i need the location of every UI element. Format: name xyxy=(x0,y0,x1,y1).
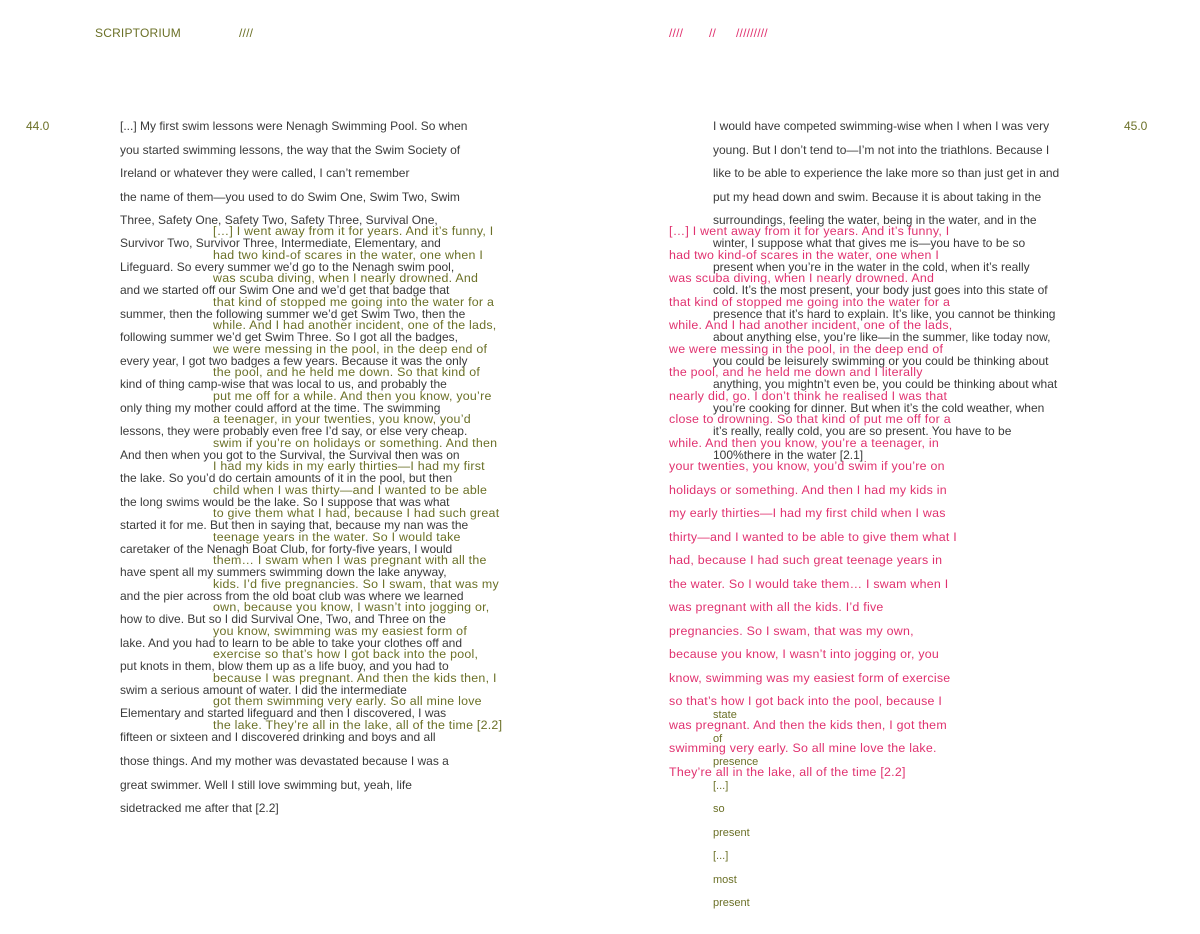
overlay-quote-line: them… I swam when I was pregnant with all the xyxy=(213,553,487,567)
page-number-right: 45.0 xyxy=(1124,119,1148,133)
body-text-line: And then when you got to the Survival, the Survival then was on xyxy=(120,447,460,462)
overlay-quote-line: because I was pregnant. And then the kids then, I xyxy=(213,670,497,685)
overlay-quote-line: I had my kids in my early thirties—I had my first xyxy=(213,459,485,473)
body-text-line: how to dive. But so I did Survival One, Two, and Three on the xyxy=(120,612,446,626)
body-text-line: surroundings, feeling the water, being in the water, and in the xyxy=(713,213,1037,227)
left-body-text-top xyxy=(120,115,467,233)
body-text-line: only thing my mother could afford at the time. The swimming xyxy=(120,400,441,415)
body-text-line: Three, Safety One, Safety Two, Safety Three, Survival One, xyxy=(120,213,438,227)
overlay-quote-line: had two kind-of scares in the water, one when I xyxy=(669,247,940,262)
body-text-line: [...] My first swim lessons were Nenagh Swimming Pool. So when xyxy=(120,119,468,133)
body-text-line: you could be leisurely swimming or you could be thinking about xyxy=(713,353,1049,368)
body-text-line: winter, I suppose what that gives me is—you have to be so xyxy=(713,236,1026,250)
body-text-line: kind of thing camp-wise that was local to us, and probably the xyxy=(120,377,447,391)
body-text-line: Survivor Two, Survivor Three, Intermediate, Elementary, and xyxy=(120,236,441,250)
overlay-quote-line: was pregnant. And then the kids then, I got them xyxy=(669,717,947,732)
word-stack-item: [...] xyxy=(713,779,729,792)
overlay-quote-line: you know, swimming was my easiest form of xyxy=(213,623,468,638)
body-text-line: great swimmer. Well I still love swimming but, yeah, life xyxy=(120,777,412,792)
overlay-quote-line: swimming very early. So all mine love the lake. xyxy=(669,741,937,755)
body-text-line: cold. It’s the most present, your body just goes into this state of xyxy=(713,283,1048,297)
word-stack-item: present xyxy=(713,897,750,909)
overlay-quote-line: nearly did, go. I don’t think he realised I was that xyxy=(669,388,948,403)
body-text-line: it’s really, really cold, you are so present. You have to be xyxy=(713,424,1012,438)
overlay-quote-line: own, because you know, I wasn’t into jogging or, xyxy=(213,600,490,614)
body-text-line: and the pier across from the old boat club was where we learned xyxy=(120,588,464,603)
overlay-quote-line: thirty—and I wanted to be able to give them what I xyxy=(669,529,958,544)
overlay-quote-line: had two kind-of scares in the water, one when I xyxy=(213,247,484,262)
body-text-line: started it for me. But then in saying that, because my nan was the xyxy=(120,518,469,532)
word-stack-item: most xyxy=(713,873,737,886)
word-stack-item: of xyxy=(713,732,723,745)
page-number-left: 44.0 xyxy=(26,119,50,133)
body-text-line: every year, I got two badges a few years. Because it was the only xyxy=(120,353,468,368)
overlay-quote-line: while. And I had another incident, one of the lads, xyxy=(213,318,497,332)
header-slash-mark: ///////// xyxy=(736,26,768,40)
overlay-quote-line: was scuba diving, when I nearly drowned. And xyxy=(669,271,935,285)
word-stack-item: so xyxy=(713,803,725,815)
overlay-quote-line: we were messing in the pool, in the deep end of xyxy=(669,341,944,356)
body-text-line: anything, you mightn’t even be, you could be thinking about what xyxy=(713,377,1058,391)
overlay-quote-line: was pregnant with all the kids. I’d five xyxy=(669,600,884,614)
overlay-quote-line: put me off for a while. And then you know, you’re xyxy=(213,388,492,403)
right-body-text-top xyxy=(713,115,1059,233)
overlay-quote-line: we were messing in the pool, in the deep end of xyxy=(213,341,488,356)
left-overlay-quote xyxy=(213,220,502,737)
word-stack-item: [...] xyxy=(713,850,729,862)
overlay-quote-line: holidays or something. And then I had my kids in xyxy=(669,482,947,497)
overlay-quote-line: know, swimming was my easiest form of exercise xyxy=(669,670,951,685)
body-text-line: lessons, they were probably even free I’d say, or else very cheap. xyxy=(120,424,468,438)
overlay-quote-line: the pool, and he held me down and I literally xyxy=(669,365,923,379)
overlay-quote-line: child when I was thirty—and I wanted to be able xyxy=(213,482,488,497)
body-text-line: put my head down and swim. Because it is about taking in the xyxy=(713,189,1042,204)
body-text-line: Lifeguard. So every summer we’d go to the Nenagh swim pool, xyxy=(120,259,455,274)
body-text-line: the long swims would be the lake. So I suppose that was what xyxy=(120,494,450,509)
body-text-line: present when you’re in the water in the cold, when it’s really xyxy=(713,259,1030,274)
overlay-quote-line: […] I went away from it for years. And it’s funny, I xyxy=(213,224,494,238)
body-text-line: Elementary and started lifeguard and then I discovered, I was xyxy=(120,706,447,720)
overlay-quote-line: a teenager, in your twenties, you know, you’d xyxy=(213,412,471,426)
overlay-quote-line: the water. So I would take them… I swam when I xyxy=(669,576,949,591)
body-text-line: have spent all my summers swimming down the lake anyway, xyxy=(120,565,447,579)
body-text-line: swim a serious amount of water. I did the intermediate xyxy=(120,682,407,697)
overlay-quote-line: close to drowning. So that kind of put me off for a xyxy=(669,412,951,426)
overlay-quote-line: kids. I’d five pregnancies. So I swam, that was my xyxy=(213,576,499,591)
overlay-quote-line: swim if you’re on holidays or something. And then xyxy=(213,435,498,450)
body-text-line: you started swimming lessons, the way that the Swim Society of xyxy=(120,142,461,157)
body-text-line: I would have competed swimming-wise when I when I was very xyxy=(713,119,1050,133)
overlay-quote-line: your twenties, you know, you’d swim if you’re on xyxy=(669,459,945,473)
overlay-quote-line: exercise so that’s how I got back into the pool, xyxy=(213,647,479,661)
overlay-quote-line: that kind of stopped me going into the water for a xyxy=(213,294,495,309)
body-text-line: the name of them—you used to do Swim One, Swim Two, Swim xyxy=(120,189,460,204)
body-text-line: those things. And my mother was devastated because I was a xyxy=(120,754,449,768)
overlay-quote-line: to give them what I had, because I had such great xyxy=(213,506,500,520)
overlay-quote-line: my early thirties—I had my first child when I was xyxy=(669,506,946,520)
overlay-quote-line: the lake. They’re all in the lake, all of the time [2.2] xyxy=(213,717,503,732)
body-text-line: following summer we’d get Swim Three. So I got all the badges, xyxy=(120,330,458,344)
body-text-line: like to be able to experience the lake more so than just get in and xyxy=(713,166,1060,180)
overlay-quote-line: that kind of stopped me going into the water for a xyxy=(669,294,951,309)
header-slash-mark: // xyxy=(709,26,717,40)
header-slash-mark: //// xyxy=(239,26,254,40)
body-text-line: fifteen or sixteen and I discovered drinking and boys and all xyxy=(120,729,436,744)
word-stack-item: presence xyxy=(713,756,759,768)
overlay-quote-line: the pool, and he held me down. So that kind of xyxy=(213,365,481,379)
publication-title: SCRIPTORIUM xyxy=(95,26,181,40)
body-text-line: put knots in them, blow them up as a life buoy, and you had to xyxy=(120,659,449,673)
body-text-line: summer, then the following summer we’d get Swim Two, then the xyxy=(120,306,466,321)
body-text-line: sidetracked me after that [2.2] xyxy=(120,801,279,815)
overlay-quote-line: while. And then you know, you’re a teenager, in xyxy=(669,435,940,450)
body-text-line: young. But I don’t tend to—I’m not into the triathlons. Because I xyxy=(713,142,1050,157)
overlay-quote-line: while. And I had another incident, one of the lads, xyxy=(669,318,953,332)
overlay-quote-line: had, because I had such great teenage years in xyxy=(669,553,943,567)
word-stack-item: present xyxy=(713,826,750,839)
overlay-quote-line: got them swimming very early. So all mine love xyxy=(213,694,482,708)
body-text-line: caretaker of the Nenagh Boat Club, for forty-five years, I would xyxy=(120,541,453,556)
overlay-quote-line: pregnancies. So I swam, that was my own, xyxy=(669,623,914,638)
body-text-line: Ireland or whatever they were called, I can’t remember xyxy=(120,166,410,180)
header-slash-mark: //// xyxy=(669,26,684,40)
body-text-line: 100%there in the water [2.1] xyxy=(713,447,864,462)
body-text-line: about anything else, you’re like—in the summer, like today now, xyxy=(713,330,1051,344)
overlay-quote-line: […] I went away from it for years. And it’s funny, I xyxy=(669,224,950,238)
body-text-line: and we started off our Swim One and we’d get that badge that xyxy=(120,283,450,297)
body-text-line: presence that it’s hard to explain. It’s like, you cannot be thinking xyxy=(713,306,1056,321)
word-stack-item: state xyxy=(713,709,737,721)
body-text-line: lake. And you had to learn to be able to take your clothes off and xyxy=(120,635,463,650)
overlay-quote-line: because you know, I wasn’t into jogging or, you xyxy=(669,647,940,661)
right-overlay-quote xyxy=(669,220,957,784)
overlay-quote-line: They’re all in the lake, all of the time [2.2] xyxy=(669,764,906,779)
body-text-line: you’re cooking for dinner. But when it’s the cold weather, when xyxy=(713,400,1045,415)
overlay-quote-line: so that’s how I got back into the pool, because I xyxy=(669,694,943,708)
overlay-quote-line: teenage years in the water. So I would take xyxy=(213,529,461,544)
body-text-line: the lake. So you’d do certain amounts of it in the pool, but then xyxy=(120,471,453,485)
overlay-quote-line: was scuba diving, when I nearly drowned. And xyxy=(213,271,479,285)
left-body-text-bottom xyxy=(120,750,449,821)
